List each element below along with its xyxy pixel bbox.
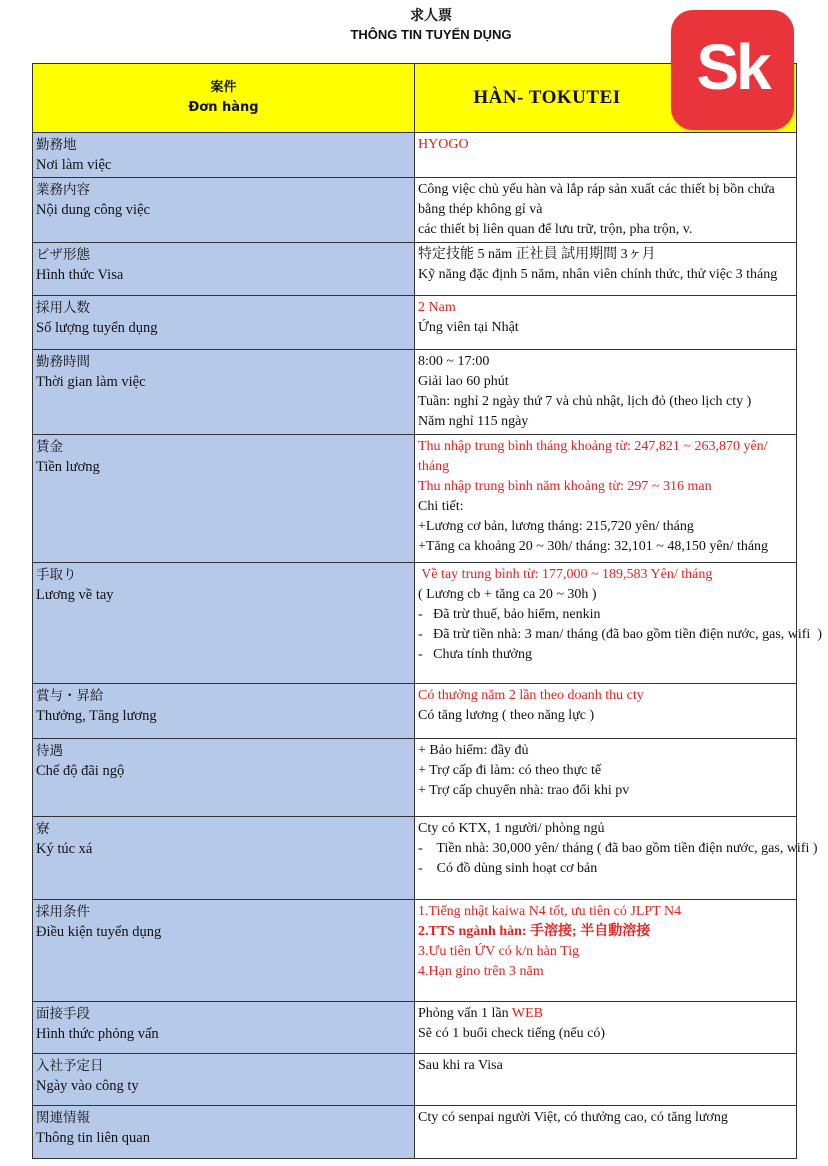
- value-line: Cty có KTX, 1 người/ phòng ngủ: [418, 821, 605, 836]
- row-value-hours: [415, 350, 797, 435]
- value-line: Năm nghỉ 115 ngày: [418, 414, 529, 429]
- value-line: ( Lương cb + tăng ca 20 ~ 30h ): [418, 587, 597, 602]
- row-label: [33, 243, 415, 296]
- table-row: [33, 1002, 797, 1054]
- label-vn: Ngày vào công ty: [36, 1078, 139, 1094]
- value-line: + Trợ cấp chuyển nhà: trao đổi khi pv: [418, 783, 630, 798]
- value-line: + Trợ cấp đi làm: có theo thực tế: [418, 763, 602, 778]
- label-jp: 勤務地: [36, 137, 77, 153]
- table-row: [33, 900, 797, 1002]
- row-label: [33, 1002, 415, 1054]
- value-line: Thu nhập trung bình tháng khoảng từ: 247,821 ~ 263,870 yên/ tháng: [418, 439, 768, 474]
- order-title: HÀN- TOKUTEI: [415, 64, 797, 133]
- row-value-bonus: [415, 684, 797, 739]
- row-value-content: [415, 178, 797, 243]
- label-vn: Tiền lương: [36, 459, 100, 475]
- label-vn: Hình thức Visa: [36, 267, 124, 283]
- label-vn: Thông tin liên quan: [36, 1130, 150, 1146]
- order-label-vn: Đơn hàng: [188, 100, 259, 115]
- value-line: HYOGO: [418, 137, 469, 152]
- table-row: [33, 1054, 797, 1106]
- row-value-start: [415, 1054, 797, 1106]
- value-line: +Lương cơ bản, lương tháng: 215,720 yên/ tháng: [418, 519, 694, 534]
- table-row: [33, 1106, 797, 1159]
- label-jp: 待遇: [36, 743, 63, 759]
- label-vn: Điều kiện tuyển dụng: [36, 924, 162, 940]
- label-jp: 賃金: [36, 439, 63, 455]
- label-vn: Số lượng tuyển dụng: [36, 320, 158, 336]
- interview-method-text: Phỏng vấn 1 lần: [418, 1006, 512, 1021]
- value-line: +Tăng ca khoảng 20 ~ 30h/ tháng: 32,101 ~ 48,150 yên/ tháng: [418, 539, 769, 554]
- table-row: [33, 563, 797, 684]
- label-vn: Thưởng, Tăng lương: [36, 708, 157, 724]
- row-label: [33, 1106, 415, 1159]
- table-row: [33, 296, 797, 350]
- value-line: Công việc chủ yếu hàn và lắp ráp sản xuất các thiết bị bồn chứa bằng thép không gỉ và: [418, 182, 775, 217]
- row-value-dorm: [415, 817, 818, 900]
- row-value-conditions: [415, 900, 797, 1002]
- value-line: 8:00 ~ 17:00: [418, 354, 490, 369]
- table-row: [33, 178, 797, 243]
- value-line: Sẽ có 1 buổi check tiếng (nếu có): [418, 1026, 605, 1041]
- row-label: [33, 900, 415, 1002]
- table-row: [33, 817, 797, 900]
- label-vn: Thời gian làm việc: [36, 374, 146, 390]
- table-row: [33, 684, 797, 739]
- row-value-interview: [415, 1002, 797, 1054]
- table-row: [33, 739, 797, 817]
- value-line: - Tiền nhà: 30,000 yên/ tháng ( đã bao gồm tiền điện nước, gas, wifi ): [418, 841, 818, 856]
- label-jp: 業務内容: [36, 182, 90, 198]
- interview-method-highlight: WEB: [511, 1006, 543, 1021]
- order-label-cell: [33, 64, 415, 133]
- row-value-related: [415, 1106, 797, 1159]
- row-label: [33, 435, 415, 563]
- table-row: [33, 435, 797, 563]
- row-value-headcount: [415, 296, 797, 350]
- label-jp: 採用人数: [36, 300, 90, 316]
- row-value-takehome: [415, 563, 822, 684]
- row-label: [33, 350, 415, 435]
- value-line: Có thưởng năm 2 lần theo doanh thu cty: [418, 688, 644, 703]
- job-info-table: [32, 63, 822, 1159]
- label-vn: Nơi làm việc: [36, 157, 112, 173]
- value-line: 2.TTS ngành hàn: 手溶接; 半自動溶接: [418, 924, 651, 939]
- label-jp: 賞与・昇給: [36, 688, 104, 704]
- value-line: [418, 1004, 793, 1024]
- row-label: [33, 739, 415, 817]
- value-line: 3.Ưu tiên ỨV có k/n hàn Tig: [418, 944, 580, 959]
- label-vn: Hình thức phỏng vấn: [36, 1026, 159, 1042]
- label-jp: 面接手段: [36, 1006, 90, 1022]
- title-japanese: 求人票: [410, 8, 452, 24]
- value-line: 4.Hạn gino trên 3 năm: [418, 964, 544, 979]
- row-value-location: [415, 133, 797, 178]
- table-row: [33, 243, 797, 296]
- table-row: [33, 133, 797, 178]
- value-line: Thu nhập trung bình năm khoảng từ: 297 ~ 316 man: [418, 479, 712, 494]
- label-jp: 手取り: [36, 567, 77, 583]
- value-line: 特定技能 5 năm 正社員 試用期間 3ヶ月: [418, 247, 656, 262]
- row-label: [33, 133, 415, 178]
- value-line: - Chưa tính thưởng: [418, 647, 532, 662]
- value-line: + Bảo hiểm: đầy đủ: [418, 743, 529, 758]
- value-line: các thiết bị liên quan để lưu trữ, trộn, pha trộn, v.: [418, 222, 693, 237]
- order-label-jp: 案件: [210, 80, 237, 95]
- row-label: [33, 563, 415, 684]
- value-line: Ứng viên tại Nhật: [418, 320, 519, 335]
- value-line: 2 Nam: [418, 300, 456, 315]
- value-line: Về tay trung bình từ: 177,000 ~ 189,583 Yên/ tháng: [418, 567, 713, 582]
- label-vn: Lương về tay: [36, 587, 114, 603]
- value-line: Sau khi ra Visa: [418, 1058, 503, 1073]
- row-label: [33, 1054, 415, 1106]
- label-vn: Ký túc xá: [36, 841, 93, 857]
- sk-logo-text: Sk: [696, 31, 769, 103]
- value-line: Cty có senpai người Việt, có thưởng cao, có tăng lương: [418, 1110, 728, 1125]
- label-vn: Nội dung công việc: [36, 202, 150, 218]
- value-line: Tuần: nghỉ 2 ngày thứ 7 và chủ nhật, lịch đỏ (theo lịch cty ): [418, 394, 752, 409]
- title-vietnamese: THÔNG TIN TUYỂN DỤNG: [350, 27, 512, 42]
- row-value-salary: [415, 435, 797, 563]
- row-label: [33, 178, 415, 243]
- label-vn: Chế độ đãi ngộ: [36, 763, 125, 779]
- value-line: - Có đồ dùng sinh hoạt cơ bản: [418, 861, 598, 876]
- row-label: [33, 296, 415, 350]
- value-line: - Đã trừ thuế, bảo hiểm, nenkin: [418, 607, 601, 622]
- label-jp: 入社予定日: [36, 1058, 104, 1074]
- value-line: Chi tiết:: [418, 499, 464, 514]
- label-jp: 採用条件: [36, 904, 90, 920]
- label-jp: ビザ形態: [36, 247, 90, 263]
- sk-logo-badge: [671, 10, 794, 130]
- row-value-benefits: [415, 739, 797, 817]
- value-line: Kỹ năng đặc định 5 năm, nhân viên chính thức, thử việc 3 tháng: [418, 267, 778, 282]
- value-line: Giải lao 60 phút: [418, 374, 509, 389]
- row-label: [33, 817, 415, 900]
- label-jp: 勤務時間: [36, 354, 90, 370]
- row-value-visa: [415, 243, 797, 296]
- row-label: [33, 684, 415, 739]
- table-row: [33, 350, 797, 435]
- label-jp: 寮: [36, 821, 50, 837]
- value-line: 1.Tiếng nhật kaiwa N4 tốt, ưu tiên có JLPT N4: [418, 904, 682, 919]
- value-line: Có tăng lương ( theo năng lực ): [418, 708, 595, 723]
- value-line: - Đã trừ tiền nhà: 3 man/ tháng (đã bao gồm tiền điện nước, gas, wifi ): [418, 627, 822, 642]
- label-jp: 関連情報: [36, 1110, 90, 1126]
